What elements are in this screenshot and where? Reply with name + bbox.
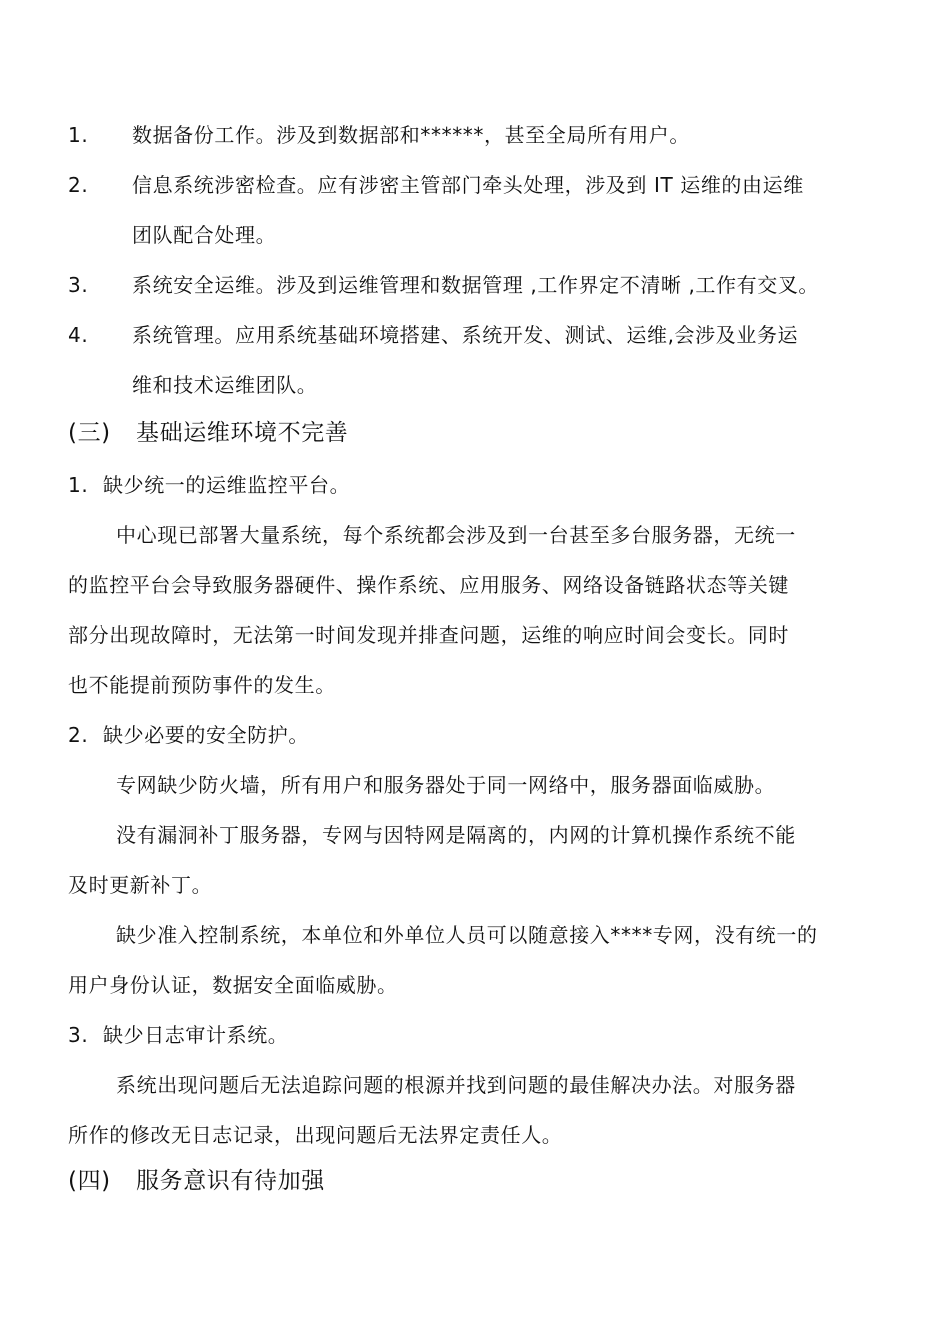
section-title: 基础运维环境不完善 (136, 420, 349, 446)
section-title: 服务意识有待加强 (136, 1168, 325, 1194)
list-number: 4. (68, 323, 89, 347)
list-number: 2. (68, 173, 89, 197)
paragraph-text: 缺少准入控制系统，本单位和外单位人员可以随意接入****专网，没有统一的 (116, 923, 818, 947)
subsection-number: 1. (68, 473, 89, 497)
paragraph-text: 系统出现问题后无法追踪问题的根源并找到问题的最佳解决办法。对服务器 (116, 1073, 796, 1097)
list-text: 数据备份工作。涉及到数据部和******，甚至全局所有用户。 (132, 123, 690, 147)
subsection-number: 2. (68, 723, 89, 747)
subsection-title: 缺少日志审计系统。 (103, 1023, 289, 1047)
list-text: 团队配合处理。 (132, 223, 277, 247)
section-number: (四) (68, 1168, 111, 1194)
list-text: 信息系统涉密检查。应有涉密主管部门牵头处理，涉及到 IT 运维的由运维 (132, 173, 804, 197)
list-number: 1. (68, 123, 89, 147)
paragraph-text: 也不能提前预防事件的发生。 (68, 673, 336, 697)
list-text: 系统管理。应用系统基础环境搭建、系统开发、测试、运维,会涉及业务运 (132, 323, 799, 347)
subsection-number: 3. (68, 1023, 89, 1047)
list-number: 3. (68, 273, 89, 297)
paragraph-text: 部分出现故障时，无法第一时间发现并排查问题，运维的响应时间会变长。同时 (68, 623, 789, 647)
list-text: 维和技术运维团队。 (132, 373, 318, 397)
subsection-title: 缺少必要的安全防护。 (103, 723, 309, 747)
paragraph-text: 中心现已部署大量系统，每个系统都会涉及到一台甚至多台服务器，无统一 (116, 523, 796, 547)
list-text: 系统安全运维。涉及到运维管理和数据管理 ,工作界定不清晰 ,工作有交叉。 (132, 273, 820, 297)
paragraph-text: 及时更新补丁。 (68, 873, 213, 897)
section-number: (三) (68, 420, 111, 446)
paragraph-text: 所作的修改无日志记录，出现问题后无法界定责任人。 (68, 1123, 563, 1147)
paragraph-text: 的监控平台会导致服务器硬件、操作系统、应用服务、网络设备链路状态等关键 (68, 573, 789, 597)
paragraph-text: 用户身份认证，数据安全面临威胁。 (68, 973, 398, 997)
subsection-title: 缺少统一的运维监控平台。 (103, 473, 351, 497)
paragraph-text: 专网缺少防火墙，所有用户和服务器处于同一网络中，服务器面临威胁。 (116, 773, 776, 797)
paragraph-text: 没有漏洞补丁服务器，专网与因特网是隔离的，内网的计算机操作系统不能 (116, 823, 796, 847)
